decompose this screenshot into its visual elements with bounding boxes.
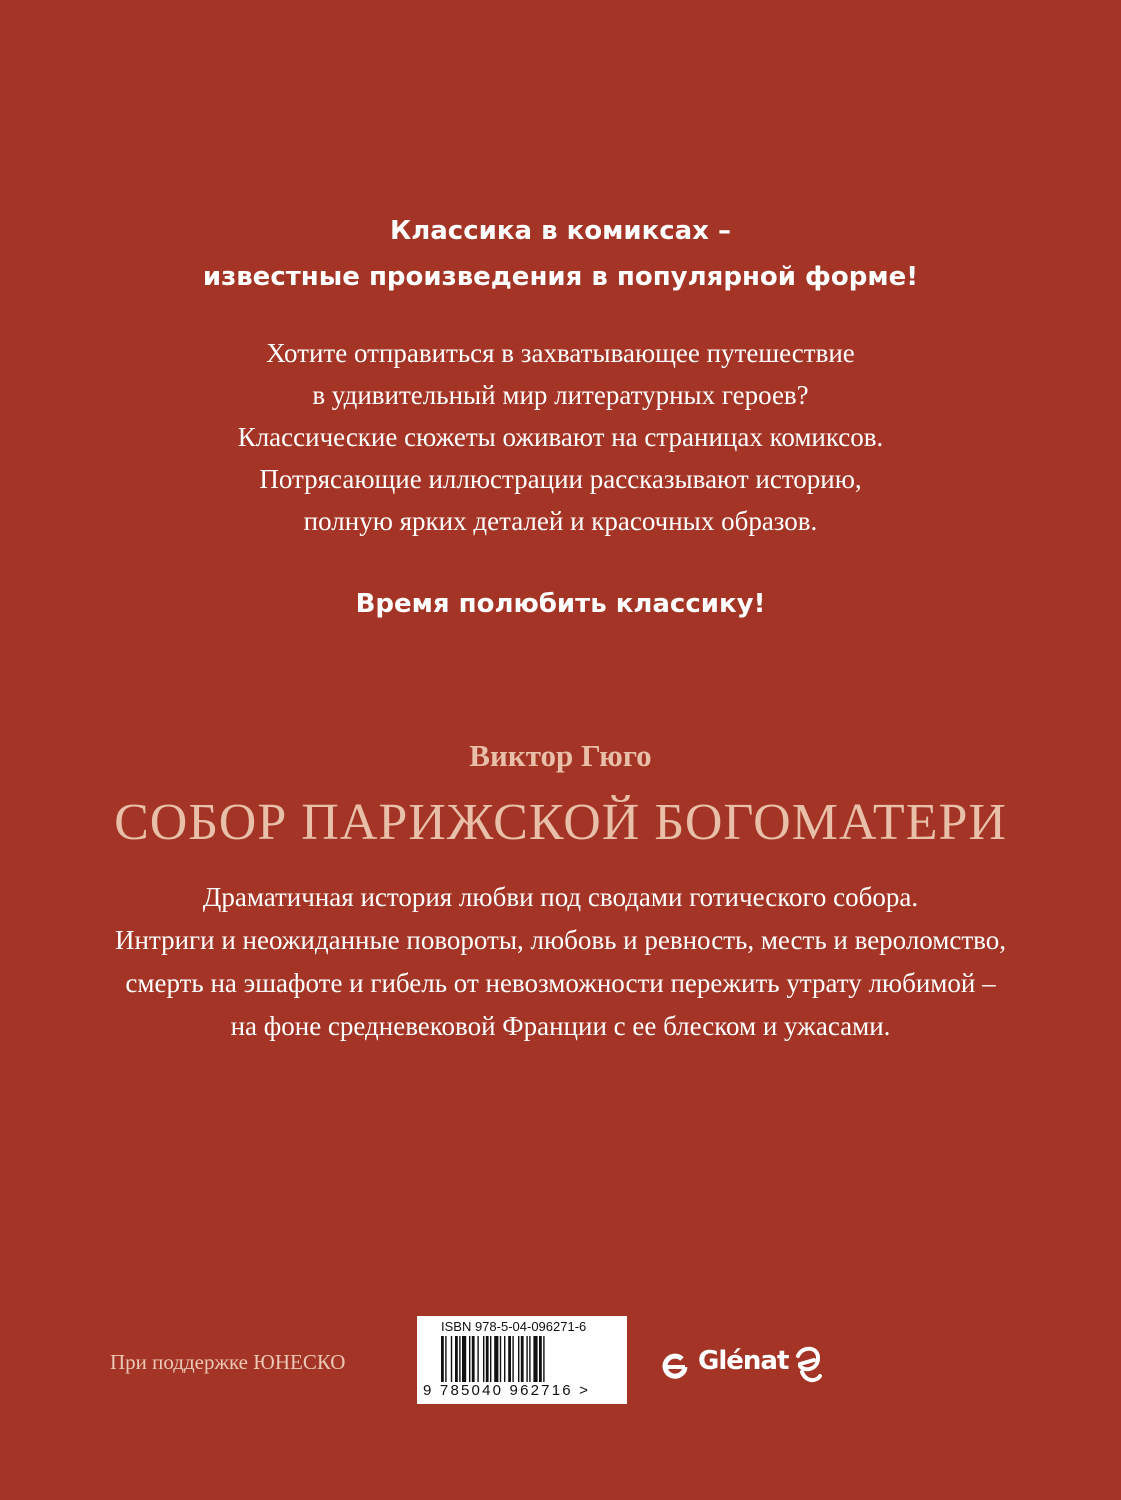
publisher-logos bbox=[660, 1342, 830, 1390]
glenat-logo: Glénat bbox=[698, 1346, 789, 1376]
description-paragraph bbox=[0, 876, 1121, 1048]
tagline-line-2: известные произведения в популярной форме! bbox=[202, 262, 919, 292]
barcode-bars-icon bbox=[441, 1336, 607, 1382]
isbn-label: ISBN 978-5-04-096271-6 bbox=[441, 1319, 587, 1334]
slogan: Время полюбить классику! bbox=[355, 589, 766, 619]
intro-line: полную ярких деталей и красочных образов. bbox=[303, 506, 818, 536]
book-author: Виктор Гюго bbox=[469, 738, 652, 773]
intro-line: Классические сюжеты оживают на страницах комиксов. bbox=[237, 422, 884, 452]
intro-paragraph bbox=[0, 332, 1121, 542]
isbn-barcode bbox=[417, 1316, 627, 1404]
unesco-support-text: При поддержке ЮНЕСКО bbox=[110, 1350, 346, 1374]
intro-line: в удивительный мир литературных героев? bbox=[312, 380, 809, 410]
description-line: Драматичная история любви под сводами готического собора. bbox=[202, 882, 919, 912]
eksmo-small-logo-icon bbox=[660, 1351, 690, 1381]
description-line: Интриги и неожиданные повороты, любовь и ревность, месть и вероломство, bbox=[115, 925, 1006, 955]
tagline-line-1: Классика в комиксах – bbox=[389, 216, 732, 246]
intro-line: Потрясающие иллюстрации рассказывают историю, bbox=[259, 464, 862, 494]
book-title: СОБОР ПАРИЖСКОЙ БОГОМАТЕРИ bbox=[114, 794, 1007, 851]
eksmo-logo-icon bbox=[792, 1342, 824, 1388]
tagline bbox=[0, 208, 1121, 300]
barcode-digits: 9 785040 962716 > bbox=[423, 1382, 591, 1399]
description-line: смерть на эшафоте и гибель от невозможности пережить утрату любимой – bbox=[125, 968, 996, 998]
intro-line: Хотите отправиться в захватывающее путешествие bbox=[266, 338, 855, 368]
description-line: на фоне средневековой Франции с ее блеском и ужасами. bbox=[230, 1011, 891, 1041]
